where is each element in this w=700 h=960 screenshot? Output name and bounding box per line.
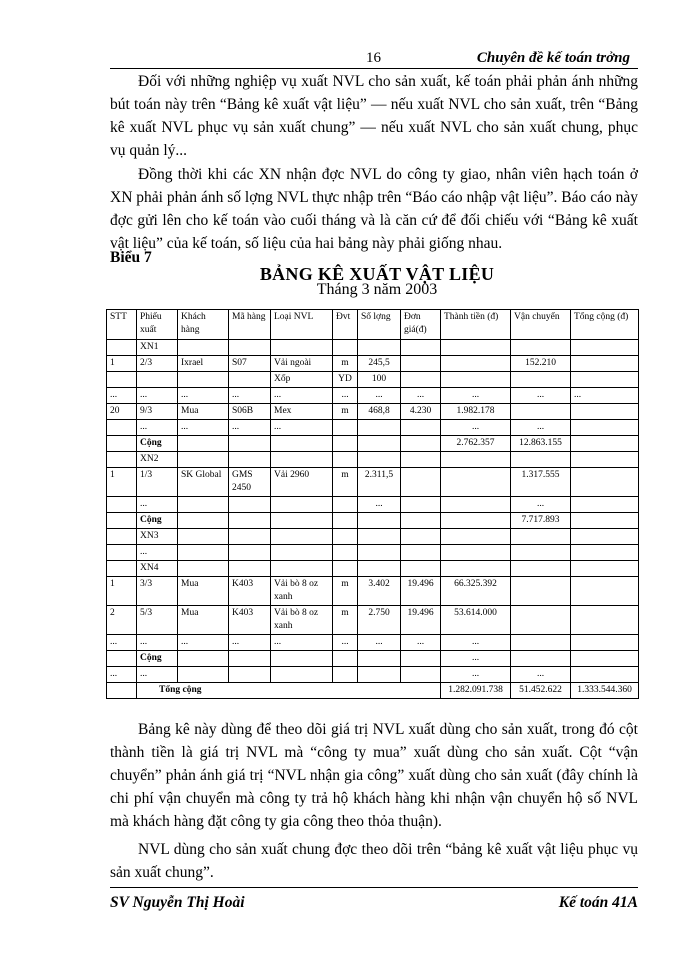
table-cell bbox=[401, 545, 441, 561]
table-cell: 2.750 bbox=[358, 606, 401, 635]
table-row bbox=[107, 561, 639, 577]
table-cell bbox=[358, 651, 401, 667]
table-cell bbox=[571, 436, 639, 452]
table-cell bbox=[229, 436, 271, 452]
table-cell: 1.317.555 bbox=[511, 468, 571, 497]
table-cell: 1/3 bbox=[137, 468, 178, 497]
table-cell bbox=[107, 340, 137, 356]
table-cell bbox=[107, 651, 137, 667]
table-header-row bbox=[107, 310, 639, 340]
table-cell: m bbox=[333, 577, 358, 606]
table-cell bbox=[229, 561, 271, 577]
table-cell: ... bbox=[441, 667, 511, 683]
table-cell bbox=[178, 452, 229, 468]
figure-label: Biểu 7 bbox=[110, 249, 152, 266]
table-cell: XN1 bbox=[137, 340, 178, 356]
table-cell bbox=[229, 529, 271, 545]
table-cell bbox=[229, 651, 271, 667]
table-cell bbox=[358, 452, 401, 468]
table-cell: K403 bbox=[229, 577, 271, 606]
table-cell bbox=[358, 561, 401, 577]
table-cell bbox=[441, 372, 511, 388]
table-cell: ... bbox=[229, 635, 271, 651]
table-cell bbox=[229, 452, 271, 468]
table-cell: ... bbox=[333, 635, 358, 651]
table-cell: ... bbox=[401, 635, 441, 651]
table-cell: ... bbox=[178, 388, 229, 404]
table-cell: Vải ngoài bbox=[271, 356, 333, 372]
table-row bbox=[107, 420, 639, 436]
table-cell bbox=[271, 497, 333, 513]
table-cell bbox=[571, 529, 639, 545]
table-cell: Vải bò 8 oz xanh bbox=[271, 606, 333, 635]
table-cell bbox=[511, 404, 571, 420]
table-cell: ... bbox=[358, 635, 401, 651]
table-cell bbox=[178, 340, 229, 356]
table-row bbox=[107, 388, 639, 404]
table-cell: ... bbox=[511, 497, 571, 513]
table-cell: ... bbox=[571, 388, 639, 404]
table-cell bbox=[401, 468, 441, 497]
page-number: 16 bbox=[366, 50, 381, 66]
table-cell: m bbox=[333, 468, 358, 497]
table-row bbox=[107, 651, 639, 667]
table-cell: 4.230 bbox=[401, 404, 441, 420]
table-row bbox=[107, 436, 639, 452]
table-cell: Cộng bbox=[137, 513, 178, 529]
table-cell bbox=[229, 667, 271, 683]
table-cell: Cộng bbox=[137, 436, 178, 452]
table-cell: ... bbox=[441, 635, 511, 651]
table-cell bbox=[333, 452, 358, 468]
table-cell bbox=[333, 513, 358, 529]
table-cell: Ixrael bbox=[178, 356, 229, 372]
table-row bbox=[107, 404, 639, 420]
table-cell bbox=[571, 561, 639, 577]
table-cell: 3.402 bbox=[358, 577, 401, 606]
table-cell: ... bbox=[441, 420, 511, 436]
table-cell bbox=[107, 513, 137, 529]
table-cell bbox=[401, 651, 441, 667]
paragraph-1: Đối với những nghiệp vụ xuất NVL cho sản xuất, kế toán phải phản ánh những bút toán này trên “Bảng kê xuất vật liệu” — nếu xuất NVL cho sản xuất, trên “Bảng kê xuất NVL phục vụ sản xuất chung” — nếu xuất NVL cho sản xuất chung, phục vụ quản lý... bbox=[110, 73, 638, 159]
table-row bbox=[107, 452, 639, 468]
table-cell bbox=[229, 372, 271, 388]
table-cell: ... bbox=[271, 635, 333, 651]
table-cell: ... bbox=[137, 497, 178, 513]
table-cell bbox=[358, 436, 401, 452]
table-cell bbox=[511, 635, 571, 651]
table-cell: ... bbox=[107, 667, 137, 683]
table-cell bbox=[401, 452, 441, 468]
table-cell: 152.210 bbox=[511, 356, 571, 372]
table-row bbox=[107, 372, 639, 388]
table-cell: 9/3 bbox=[137, 404, 178, 420]
table-row bbox=[107, 635, 639, 651]
paragraph-2: Đồng thời khi các XN nhận đợc NVL do công ty giao, nhân viên hạch toán ở XN phải phản ánh số lợng NVL thực nhập trên “Báo cáo nhập vật liệu”. Báo cáo này đợc gửi lên cho kế toán vào cuối tháng và là căn cứ để đối chiếu với “Bảng kê xuất vật liệu” của kế toán, số liệu của hai bảng này phải giống nhau. bbox=[110, 166, 638, 252]
table-cell: 1.982.178 bbox=[441, 404, 511, 420]
table-cell bbox=[441, 529, 511, 545]
table-cell bbox=[441, 513, 511, 529]
table-cell: ... bbox=[229, 388, 271, 404]
table-cell: 19.496 bbox=[401, 606, 441, 635]
table-cell bbox=[511, 340, 571, 356]
table-cell bbox=[571, 545, 639, 561]
table-cell: 2.762.357 bbox=[441, 436, 511, 452]
table-cell bbox=[571, 497, 639, 513]
table-cell bbox=[571, 667, 639, 683]
table-cell: 1 bbox=[107, 356, 137, 372]
table-cell bbox=[271, 452, 333, 468]
table-cell: ... bbox=[441, 651, 511, 667]
footer-class: Kế toán 41A bbox=[558, 894, 638, 911]
table-cell bbox=[401, 436, 441, 452]
table-cell: 5/3 bbox=[137, 606, 178, 635]
table-cell bbox=[401, 372, 441, 388]
table-cell bbox=[107, 561, 137, 577]
table-cell: ... bbox=[229, 420, 271, 436]
table-cell bbox=[571, 372, 639, 388]
table-cell bbox=[571, 651, 639, 667]
table-cell: 2.311,5 bbox=[358, 468, 401, 497]
table-cell bbox=[358, 529, 401, 545]
table-cell: 2/3 bbox=[137, 356, 178, 372]
table-cell bbox=[401, 356, 441, 372]
table-cell bbox=[441, 452, 511, 468]
table-cell bbox=[107, 420, 137, 436]
header-cell: Đơn giá(đ) bbox=[401, 310, 441, 340]
table-cell bbox=[107, 372, 137, 388]
table-cell bbox=[333, 529, 358, 545]
table-row bbox=[107, 468, 639, 497]
header-cell: Số lợng bbox=[358, 310, 401, 340]
table-cell: m bbox=[333, 404, 358, 420]
table-cell: ... bbox=[107, 388, 137, 404]
total-row bbox=[107, 683, 639, 699]
table-cell bbox=[271, 340, 333, 356]
table-cell: ... bbox=[107, 635, 137, 651]
table-cell bbox=[178, 513, 229, 529]
table-cell: Vải 2960 bbox=[271, 468, 333, 497]
table-cell bbox=[401, 561, 441, 577]
table-cell bbox=[441, 340, 511, 356]
table-cell: 19.496 bbox=[401, 577, 441, 606]
table-subtitle: Tháng 3 năm 2003 bbox=[316, 281, 438, 298]
table-cell: SK Global bbox=[178, 468, 229, 497]
table-cell bbox=[441, 561, 511, 577]
table-cell bbox=[229, 497, 271, 513]
table-cell bbox=[107, 436, 137, 452]
total-thanh-tien: 1.282.091.738 bbox=[441, 683, 511, 699]
table-cell: Mex bbox=[271, 404, 333, 420]
table-cell bbox=[441, 497, 511, 513]
table-cell: GMS 2450 bbox=[229, 468, 271, 497]
footer-author: SV Nguyễn Thị Hoài bbox=[110, 894, 245, 911]
table-cell bbox=[333, 667, 358, 683]
table-cell bbox=[511, 452, 571, 468]
table-cell bbox=[107, 683, 137, 699]
table-cell bbox=[178, 529, 229, 545]
table-cell bbox=[229, 340, 271, 356]
table-cell bbox=[571, 468, 639, 497]
table-cell bbox=[401, 497, 441, 513]
table-cell bbox=[441, 356, 511, 372]
table-cell bbox=[271, 667, 333, 683]
header-cell: Khách hàng bbox=[178, 310, 229, 340]
table-title: BẢNG KÊ XUẤT VẬT LIỆU bbox=[259, 264, 495, 284]
table-cell bbox=[441, 545, 511, 561]
header-cell: Đvt bbox=[333, 310, 358, 340]
table-cell: ... bbox=[511, 420, 571, 436]
table-cell bbox=[178, 545, 229, 561]
table-cell: ... bbox=[358, 388, 401, 404]
table-cell bbox=[178, 436, 229, 452]
table-cell bbox=[271, 545, 333, 561]
table-cell: Mua bbox=[178, 606, 229, 635]
table-cell bbox=[441, 468, 511, 497]
table-cell bbox=[271, 513, 333, 529]
table-row bbox=[107, 497, 639, 513]
table-cell bbox=[358, 545, 401, 561]
table-row bbox=[107, 667, 639, 683]
table-cell bbox=[401, 420, 441, 436]
table-cell: 3/3 bbox=[137, 577, 178, 606]
table-cell bbox=[571, 340, 639, 356]
table-cell bbox=[401, 667, 441, 683]
table-cell: 1 bbox=[107, 577, 137, 606]
table-cell bbox=[178, 651, 229, 667]
table-cell: ... bbox=[178, 420, 229, 436]
paragraph-3: Bảng kê này dùng để theo dõi giá trị NVL xuất dùng cho sản xuất, trong đó cột thành tiền là giá trị NVL mà “công ty mua” xuất dùng cho sản xuất. Cột “vận chuyển” phản ánh giá trị “NVL nhận gia công” xuất dùng cho sản xuất (đây chính là chi phí vận chuyển mà công ty trả hộ khách hàng khi nhận vận chuyển hộ số NVL mà khách hàng đặt công ty gia công theo thỏa thuận). bbox=[110, 721, 638, 830]
table-cell: Mua bbox=[178, 404, 229, 420]
table-cell: XN2 bbox=[137, 452, 178, 468]
table-row bbox=[107, 340, 639, 356]
table-cell: ... bbox=[137, 635, 178, 651]
table-cell: 66.325.392 bbox=[441, 577, 511, 606]
table-cell: ... bbox=[511, 667, 571, 683]
total-tong-cong: 1.333.544.360 bbox=[571, 683, 639, 699]
table-cell: 7.717.893 bbox=[511, 513, 571, 529]
table-cell bbox=[229, 545, 271, 561]
table-cell: 12.863.155 bbox=[511, 436, 571, 452]
table-cell bbox=[333, 436, 358, 452]
table-cell: XN4 bbox=[137, 561, 178, 577]
table-cell: 1 bbox=[107, 468, 137, 497]
table-cell: ... bbox=[271, 420, 333, 436]
table-cell bbox=[358, 513, 401, 529]
table-cell bbox=[571, 635, 639, 651]
table-cell: ... bbox=[401, 388, 441, 404]
table-cell: 245,5 bbox=[358, 356, 401, 372]
table-cell bbox=[401, 513, 441, 529]
paragraph-4: NVL dùng cho sản xuất chung đợc theo dõi trên “bảng kê xuất vật liệu phục vụ sản xuất chung”. bbox=[110, 841, 638, 881]
table-cell bbox=[107, 545, 137, 561]
table-cell: ... bbox=[441, 388, 511, 404]
table-cell: K403 bbox=[229, 606, 271, 635]
total-label: Tổng cộng bbox=[137, 683, 441, 699]
table-cell bbox=[271, 561, 333, 577]
table-cell: m bbox=[333, 356, 358, 372]
table-cell bbox=[511, 545, 571, 561]
table-cell bbox=[358, 420, 401, 436]
table-cell: Cộng bbox=[137, 651, 178, 667]
table-cell bbox=[401, 340, 441, 356]
table-cell: ... bbox=[333, 388, 358, 404]
table-row bbox=[107, 606, 639, 635]
page-header bbox=[110, 50, 638, 69]
table-cell bbox=[229, 513, 271, 529]
materials-table bbox=[106, 309, 639, 699]
table-cell: ... bbox=[137, 420, 178, 436]
table-cell: 2 bbox=[107, 606, 137, 635]
table-cell bbox=[271, 529, 333, 545]
table-cell bbox=[333, 545, 358, 561]
table-cell bbox=[571, 606, 639, 635]
table-cell bbox=[271, 651, 333, 667]
table-cell bbox=[401, 529, 441, 545]
table-cell bbox=[571, 513, 639, 529]
table-cell bbox=[511, 651, 571, 667]
table-cell bbox=[511, 529, 571, 545]
table-cell bbox=[107, 497, 137, 513]
running-title: Chuyên đề kế toán trởng bbox=[476, 50, 630, 66]
table-cell bbox=[137, 372, 178, 388]
table-cell: S06B bbox=[229, 404, 271, 420]
table-cell bbox=[511, 372, 571, 388]
table-cell: 53.614.000 bbox=[441, 606, 511, 635]
table-row bbox=[107, 545, 639, 561]
table-cell: 100 bbox=[358, 372, 401, 388]
table-cell: ... bbox=[511, 388, 571, 404]
table-cell: 20 bbox=[107, 404, 137, 420]
header-cell: Tổng cộng (đ) bbox=[571, 310, 639, 340]
table-cell bbox=[571, 577, 639, 606]
table-cell: ... bbox=[358, 497, 401, 513]
table-cell bbox=[571, 420, 639, 436]
table-cell bbox=[333, 420, 358, 436]
table-cell bbox=[571, 356, 639, 372]
table-cell bbox=[358, 340, 401, 356]
table-cell bbox=[178, 372, 229, 388]
table-cell: ... bbox=[137, 545, 178, 561]
table-row bbox=[107, 513, 639, 529]
table-cell: ... bbox=[137, 388, 178, 404]
table-cell bbox=[571, 404, 639, 420]
table-cell bbox=[333, 561, 358, 577]
page-footer bbox=[110, 887, 638, 911]
table-cell: ... bbox=[178, 635, 229, 651]
header-cell: Vận chuyển bbox=[511, 310, 571, 340]
header-cell: Loại NVL bbox=[271, 310, 333, 340]
table-cell: XN3 bbox=[137, 529, 178, 545]
table-cell bbox=[333, 497, 358, 513]
table-cell bbox=[271, 436, 333, 452]
table-cell: Vải bò 8 oz xanh bbox=[271, 577, 333, 606]
header-cell: STT bbox=[107, 310, 137, 340]
header-cell: Thành tiền (đ) bbox=[441, 310, 511, 340]
table-cell bbox=[333, 340, 358, 356]
table-cell: m bbox=[333, 606, 358, 635]
table-cell: ... bbox=[137, 667, 178, 683]
table-cell bbox=[107, 452, 137, 468]
table-cell: YD bbox=[333, 372, 358, 388]
header-cell: Phiếu xuất bbox=[137, 310, 178, 340]
table-cell bbox=[511, 606, 571, 635]
header-cell: Mã hàng bbox=[229, 310, 271, 340]
table-cell bbox=[358, 667, 401, 683]
table-cell bbox=[333, 651, 358, 667]
table-cell: Mua bbox=[178, 577, 229, 606]
table-row bbox=[107, 529, 639, 545]
table-cell bbox=[107, 529, 137, 545]
table-cell bbox=[511, 577, 571, 606]
table-cell bbox=[511, 561, 571, 577]
table-cell: ... bbox=[271, 388, 333, 404]
table-cell bbox=[571, 452, 639, 468]
table-cell: Xốp bbox=[271, 372, 333, 388]
table-cell: 468,8 bbox=[358, 404, 401, 420]
table-row bbox=[107, 356, 639, 372]
table-cell bbox=[178, 561, 229, 577]
table-row bbox=[107, 577, 639, 606]
table-cell bbox=[178, 497, 229, 513]
table-cell: S07 bbox=[229, 356, 271, 372]
total-van-chuyen: 51.452.622 bbox=[511, 683, 571, 699]
table-cell bbox=[178, 667, 229, 683]
